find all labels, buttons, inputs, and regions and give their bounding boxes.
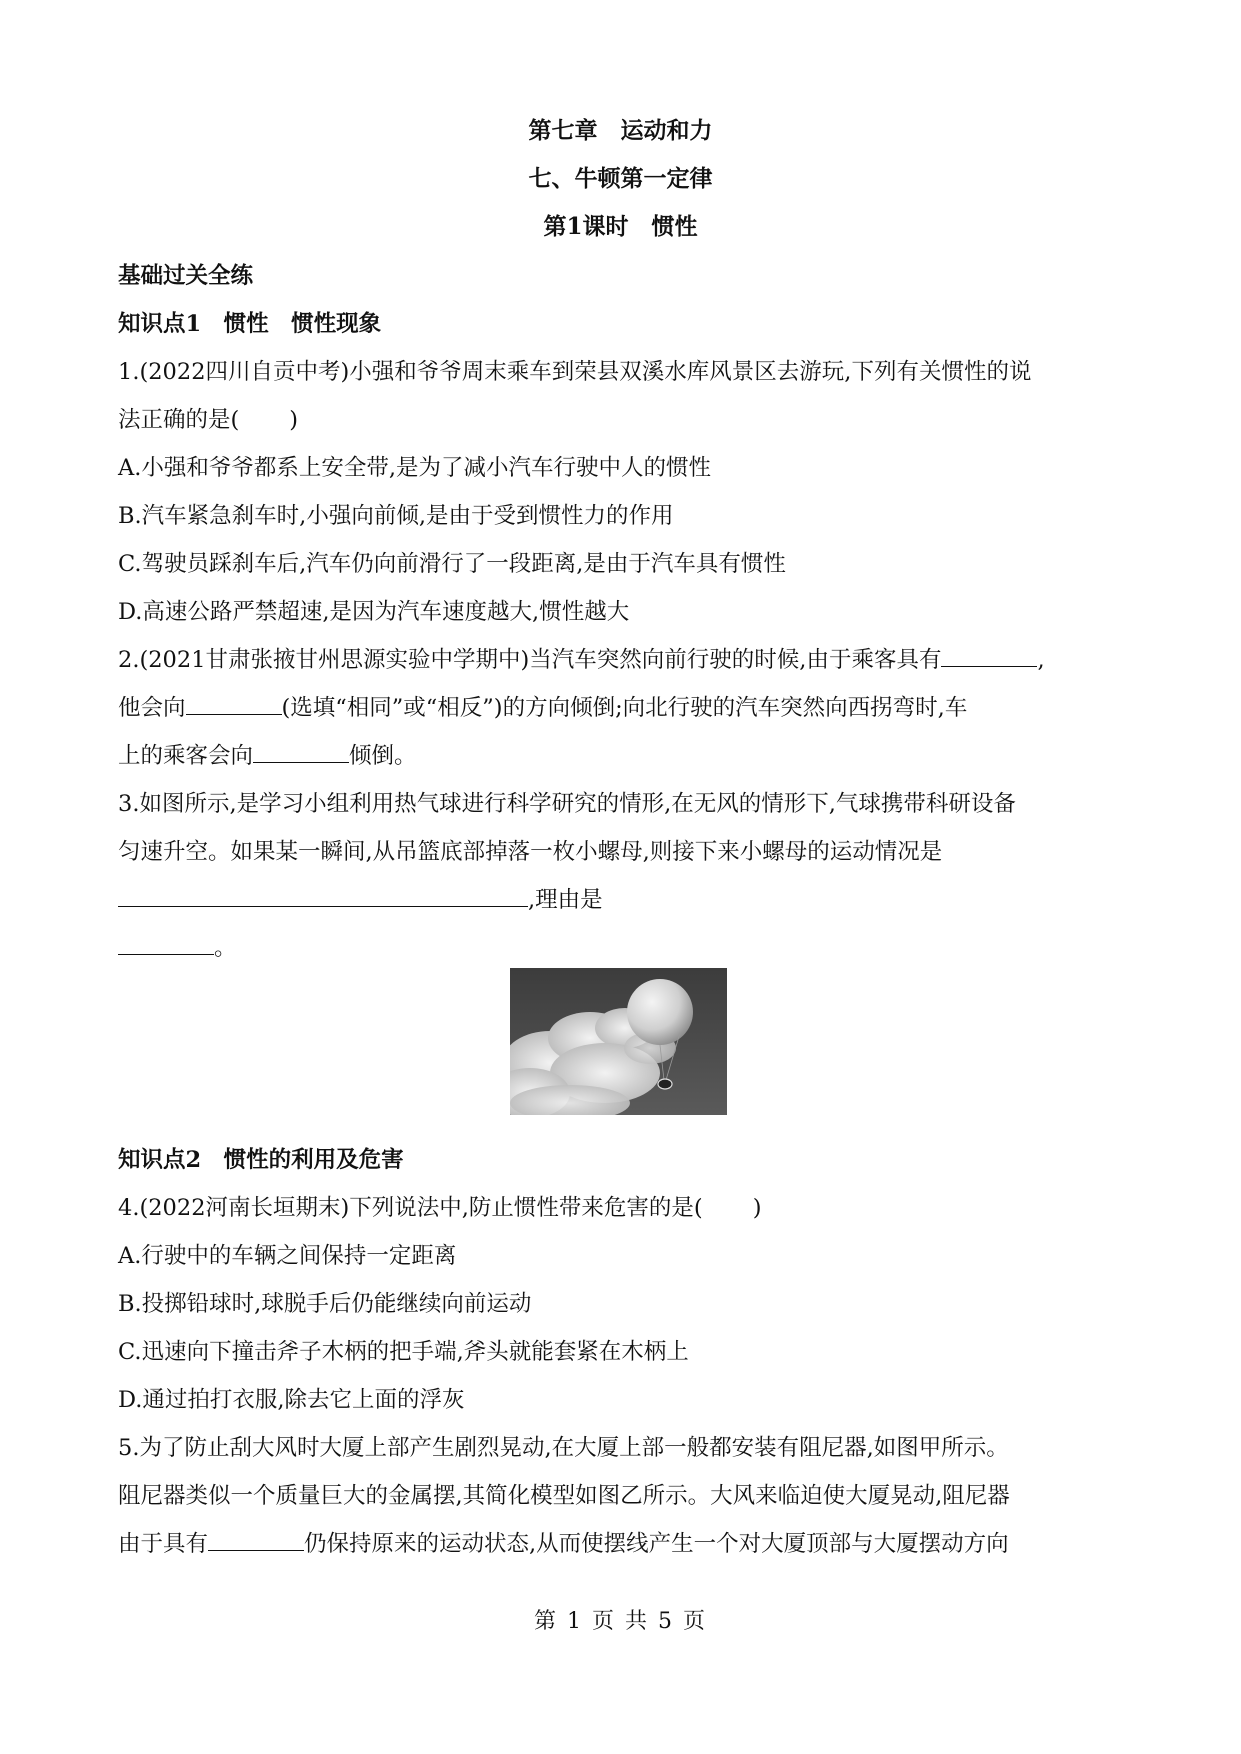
- q5-line3-text-a: 由于具有: [118, 1531, 209, 1557]
- section-title: 七、牛顿第一定律: [528, 165, 713, 192]
- q2-line1-text: 2.(2021甘肃张掖甘州思源实验中学期中)当汽车突然向前行驶的时候,由于乘客具有: [118, 647, 942, 673]
- basket-shape: [658, 1079, 672, 1089]
- q1-option-c: C.驾驶员踩刹车后,汽车仍向前滑行了一段距离,是由于汽车具有惯性: [118, 551, 786, 577]
- q2-line1: [118, 642, 1128, 674]
- q5-blank-1: [208, 1526, 304, 1551]
- q1-stem-line1: 1.(2022四川自贡中考)小强和爷爷周末乘车到荣县双溪水库风景区去游玩,下列有关惯性的说: [118, 359, 1032, 385]
- q1-stem-line2: [118, 402, 1128, 434]
- knowledge-point-2-heading: 知识点2 惯性的利用及危害: [118, 1147, 404, 1173]
- lesson-title: 第1课时 惯性: [543, 213, 698, 240]
- q3-line2: 匀速升空。如果某一瞬间,从吊篮底部掉落一枚小螺母,则接下来小螺母的运动情况是: [118, 839, 943, 865]
- balloon-photo: [510, 968, 727, 1115]
- q2-line2-text-b: (选填“相同”或“相反”)的方向倾倒;向北行驶的汽车突然向西拐弯时,车: [281, 695, 968, 721]
- balloon-shape: [627, 979, 693, 1045]
- q4-option-c: C.迅速向下撞击斧子木柄的把手端,斧头就能套紧在木柄上: [118, 1339, 689, 1365]
- q3-line3: [118, 882, 1128, 914]
- q1-stem-text: 法正确的是(: [118, 407, 240, 433]
- q5-line3: [118, 1526, 1128, 1558]
- q3-blank-reason: [118, 930, 214, 955]
- q2-line3-text-b: 倾倒。: [349, 743, 417, 769]
- q4-paren-close: ): [752, 1195, 762, 1221]
- q2-line2-text-a: 他会向: [118, 695, 186, 721]
- q2-line1-comma: ,: [1037, 647, 1045, 673]
- q4-option-b: B.投掷铅球时,球脱手后仍能继续向前运动: [118, 1291, 532, 1317]
- q1-option-a: A.小强和爷爷都系上安全带,是为了减小汽车行驶中人的惯性: [118, 455, 712, 481]
- knowledge-point-1-heading: 知识点1 惯性 惯性现象: [118, 311, 382, 337]
- q4-option-d: D.通过拍打衣服,除去它上面的浮灰: [118, 1387, 465, 1413]
- q3-line4: [118, 930, 1128, 962]
- q1-option-b: B.汽车紧急刹车时,小强向前倾,是由于受到惯性力的作用: [118, 503, 674, 529]
- q5-line3-text-b: 仍保持原来的运动状态,从而使摆线产生一个对大厦顶部与大厦摆动方向: [304, 1531, 1009, 1557]
- q4-option-a: A.行驶中的车辆之间保持一定距离: [118, 1243, 457, 1269]
- page-footer: 第 1 页 共 5 页: [534, 1609, 707, 1634]
- q2-line3: [118, 738, 1128, 770]
- practice-heading: 基础过关全练: [118, 263, 254, 289]
- q3-reason-label: ,理由是: [528, 887, 603, 913]
- q3-line4-period: 。: [214, 935, 237, 961]
- q2-blank-1: [941, 642, 1037, 667]
- q1-paren-close: ): [289, 407, 299, 433]
- q4-stem: [118, 1190, 1128, 1222]
- q2-line3-text-a: 上的乘客会向: [118, 743, 254, 769]
- q5-line1: 5.为了防止刮大风时大厦上部产生剧烈晃动,在大厦上部一般都安装有阻尼器,如图甲所示。: [118, 1435, 1009, 1461]
- q3-line1: 3.如图所示,是学习小组利用热气球进行科学研究的情形,在无风的情形下,气球携带科研设备: [118, 791, 1016, 817]
- q3-blank-motion: [118, 882, 528, 907]
- chapter-title: 第七章 运动和力: [528, 117, 713, 144]
- q1-option-d: D.高速公路严禁超速,是因为汽车速度越大,惯性越大: [118, 599, 630, 625]
- q2-line2: [118, 690, 1128, 722]
- q2-blank-3: [253, 738, 349, 763]
- hot-air-balloon-figure: [510, 968, 727, 1115]
- q5-line2: 阻尼器类似一个质量巨大的金属摆,其简化模型如图乙所示。大风来临迫使大厦晃动,阻尼器: [118, 1483, 1010, 1509]
- q2-blank-2: [186, 690, 282, 715]
- q4-stem-text: 4.(2022河南长垣期末)下列说法中,防止惯性带来危害的是(: [118, 1195, 703, 1221]
